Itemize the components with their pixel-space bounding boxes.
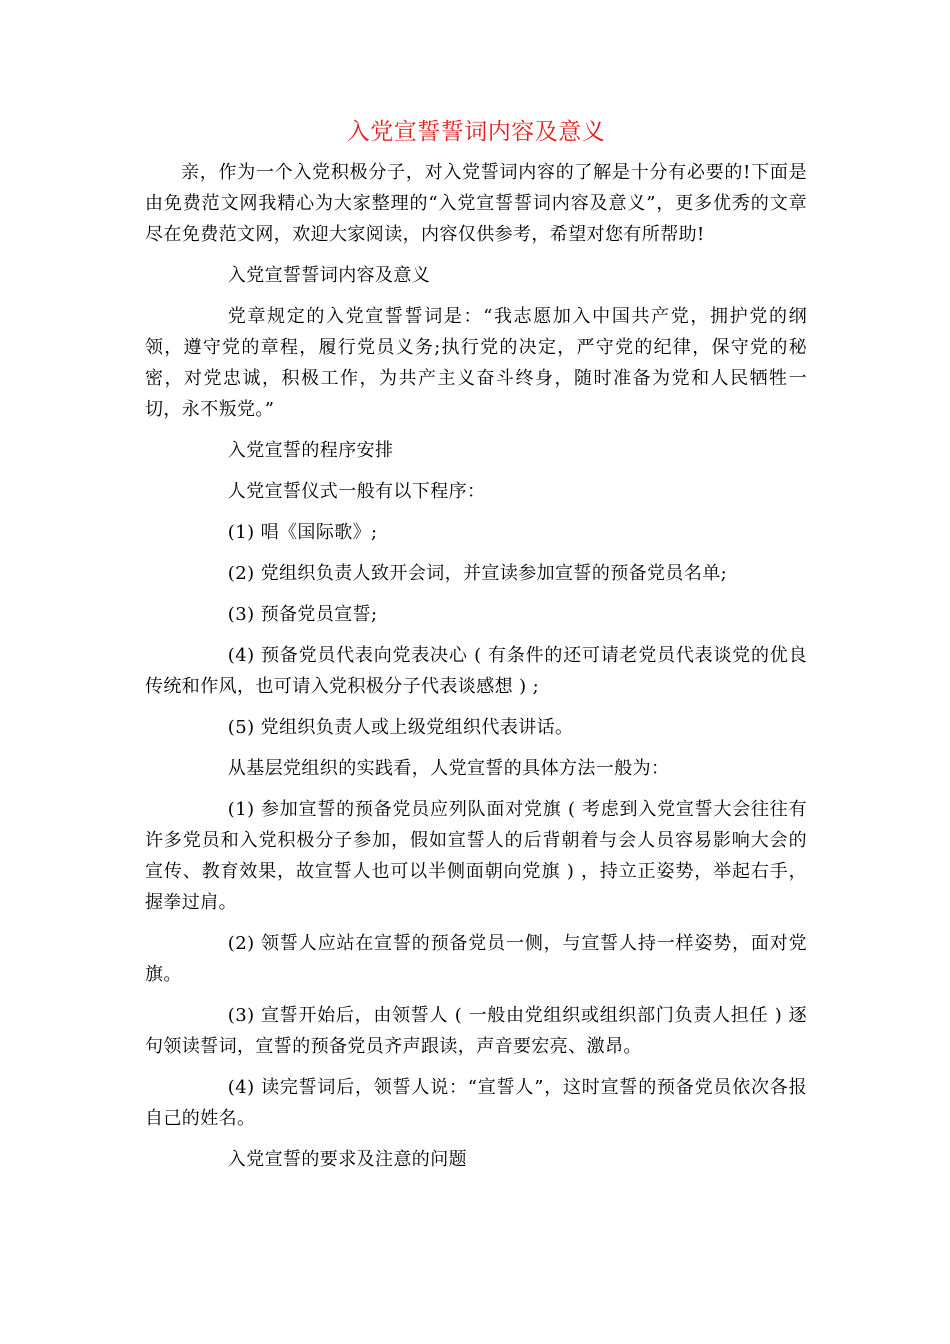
section-heading: 入党宣誓的要求及注意的问题 — [227, 1149, 467, 1170]
body-paragraph: 人党宣誓仪式一般有以下程序： — [227, 481, 486, 502]
document-title: 入党宣誓誓词内容及意义 — [346, 119, 606, 145]
list-item: (3) 宣誓开始后，由领誓人 ( 一般由党组织或组织部门负责人担任 ) 逐句领读誓词，宣誓的预备党员齐声跟读，声音要宏亮、激昂。 — [145, 1005, 807, 1057]
list-item: (4) 预备党员代表向党表决心 ( 有条件的还可请老党员代表谈党的优良传统和作风，也可请入党积极分子代表谈感想 ) ; — [145, 645, 807, 697]
section-heading: 入党宣誓的程序安排 — [227, 440, 394, 461]
list-item: (1) 唱《国际歌》; — [227, 522, 378, 543]
body-paragraph: 从基层党组织的实践看，人党宣誓的具体方法一般为： — [227, 758, 670, 779]
document-body — [145, 115, 807, 1185]
list-item: (1) 参加宣誓的预备党员应列队面对党旗 ( 考虑到入党宣誓大会往往有许多党员和入党积极分子参加，假如宣誓人的后背朝着与会人员容易影响大会的宣传、教育效果，故宣誓人也可以半侧面朝向党旗 ) ，持立正姿势，举起右手，握拳过肩。 — [145, 799, 807, 913]
list-item: (4) 读完誓词后，领誓人说：“宣誓人”，这时宣誓的预备党员依次各报自己的姓名。 — [145, 1077, 807, 1129]
list-item: (2) 领誓人应站在宣誓的预备党员一侧，与宣誓人持一样姿势，面对党旗。 — [145, 933, 807, 985]
list-item: (5) 党组织负责人或上级党组织代表讲话。 — [227, 717, 574, 738]
oath-paragraph: 党章规定的入党宣誓誓词是：“我志愿加入中国共产党，拥护党的纲领，遵守党的章程，履行党员义务;执行党的决定，严守党的纪律，保守党的秘密，对党忠诚，积极工作，为共产主义奋斗终身，随时准备为党和人民牺牲一切，永不叛党。” — [145, 306, 807, 420]
section-heading: 入党宣誓誓词内容及意义 — [227, 265, 431, 286]
list-item: (3) 预备党员宣誓; — [227, 604, 378, 625]
list-item: (2) 党组织负责人致开会词，并宣读参加宣誓的预备党员名单; — [227, 563, 728, 584]
intro-paragraph: 亲，作为一个入党积极分子，对入党誓词内容的了解是十分有必要的!下面是由免费范文网我精心为大家整理的“入党宣誓誓词内容及意义”，更多优秀的文章尽在免费范文网，欢迎大家阅读，内容仅供参考，希望对您有所帮助! — [145, 162, 807, 245]
